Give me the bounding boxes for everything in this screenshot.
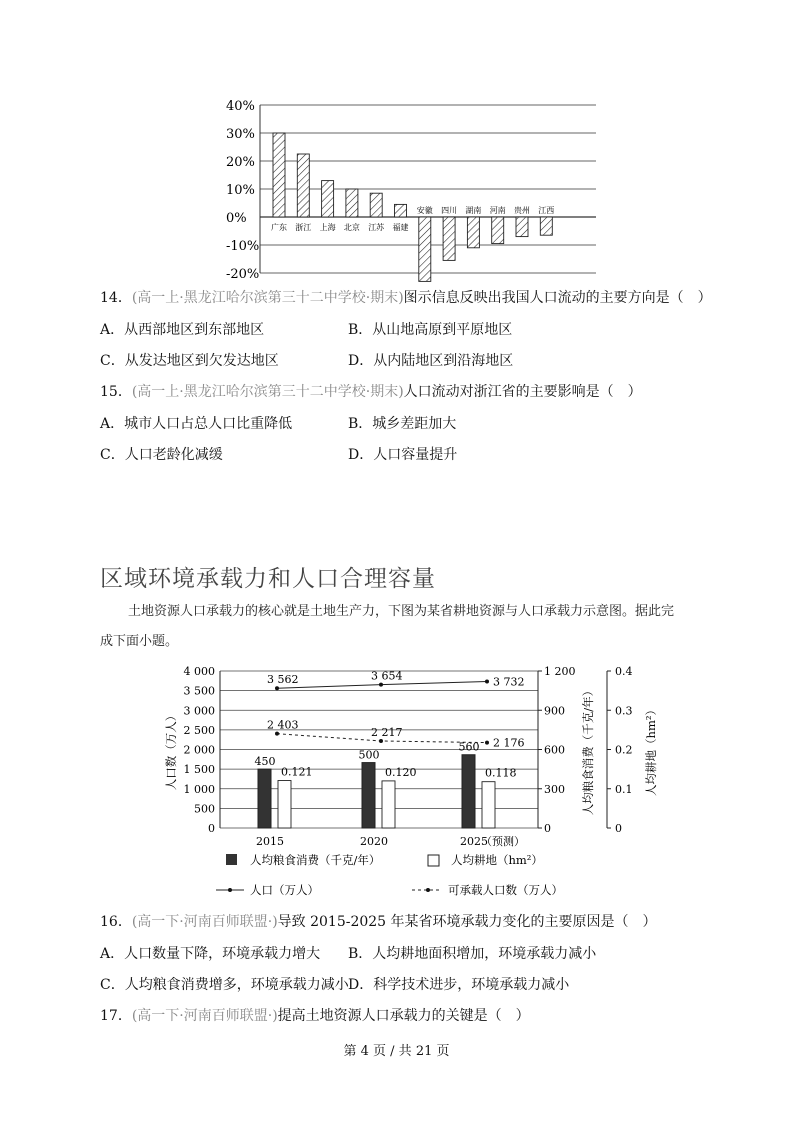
- question-number: 14．: [100, 290, 132, 306]
- bar-贵州: [516, 217, 528, 237]
- pop-axis-title: 人口数（万人）: [164, 709, 178, 791]
- population-flow-chart: [0, 0, 793, 290]
- question-number: 17．: [100, 1008, 132, 1024]
- land-axis-title: 人均耕地（hm²）: [644, 704, 658, 796]
- option-b[interactable]: B．人均耕地面积增加，环境承载力减小: [348, 946, 597, 962]
- grain-tick-label: 1 200: [544, 665, 576, 678]
- legend-pop-marker: [228, 888, 232, 892]
- category-label: 北京: [343, 223, 360, 232]
- question-stem: 导致 2015-2025 年某省环境承载力变化的主要原因是（ ）: [277, 914, 657, 930]
- question-stem: 提高土地资源人口承载力的关键是（ ）: [277, 1008, 530, 1024]
- category-label: 浙江: [295, 223, 312, 232]
- category-label: 贵州: [514, 206, 530, 215]
- question-14: [100, 288, 712, 308]
- grain-bar: [362, 763, 375, 828]
- pop-tick-label: 2 000: [183, 743, 215, 757]
- land-tick-label: 0.4: [615, 665, 633, 678]
- pop-tick-label: 1 000: [183, 782, 215, 796]
- category-label: 上海: [319, 223, 336, 232]
- land-bar-label: 0.121: [281, 765, 313, 779]
- option-a[interactable]: A．城市人口占总人口比重降低: [100, 416, 293, 432]
- y-tick-label: 0%: [226, 211, 247, 226]
- category-label: 湖南: [465, 206, 482, 215]
- question-source: (高一上·黑龙江哈尔滨第三十二中学校·期末): [131, 290, 404, 306]
- bar-四川: [443, 217, 455, 260]
- option-d[interactable]: D．科学技术进步，环境承载力减小: [348, 977, 570, 993]
- question-number: 15．: [100, 384, 132, 400]
- option-c[interactable]: C．人均粮食消费增多，环境承载力减小: [100, 977, 349, 993]
- grain-tick-label: 900: [544, 704, 565, 718]
- grain-bar-label: 450: [254, 755, 276, 769]
- category-label: 江苏: [368, 223, 385, 232]
- y-tick-label: 40%: [226, 99, 255, 114]
- population-label: 3 732: [493, 675, 525, 689]
- option-a[interactable]: A．从西部地区到东部地区: [100, 322, 265, 338]
- population-point: [275, 686, 279, 690]
- pop-tick-label: 1 500: [183, 763, 215, 777]
- grain-bar: [462, 755, 475, 828]
- y-tick-label: -10%: [226, 239, 260, 254]
- capacity-point: [485, 741, 489, 745]
- y-tick-label: 30%: [226, 127, 255, 142]
- land-bar-label: 0.120: [385, 765, 417, 779]
- pop-tick-label: 3 500: [183, 684, 215, 698]
- land-bar: [482, 782, 495, 828]
- option-c[interactable]: C．从发达地区到欠发达地区: [100, 353, 279, 369]
- bar-北京: [346, 189, 358, 217]
- population-point: [379, 683, 383, 687]
- population-point: [485, 680, 489, 684]
- bar-河南: [492, 217, 504, 244]
- section-intro-line1: 土地资源人口承载力的核心就是土地生产力，下图为某省耕地资源与人口承载力示意图。据此完: [128, 604, 675, 619]
- capacity-point: [379, 739, 383, 743]
- legend-capacity-label: 可承载人口数（万人）: [448, 883, 563, 897]
- pop-tick-label: 500: [194, 802, 215, 816]
- question-number: 16．: [100, 914, 132, 930]
- bar-江苏: [370, 193, 382, 217]
- question-source: (高一下·河南百师联盟·): [131, 914, 278, 930]
- legend-grain-swatch: [226, 854, 237, 865]
- category-label: 广东: [271, 223, 287, 232]
- legend-land-swatch: [428, 855, 439, 866]
- section-title: 区域环境承载力和人口合理容量: [100, 566, 436, 592]
- land-bar-label: 0.118: [485, 766, 517, 780]
- legend-capacity-marker: [426, 888, 430, 892]
- category-label: 福建: [392, 223, 409, 232]
- grain-bar-label: 500: [358, 748, 380, 762]
- bar-福建: [395, 204, 407, 217]
- bar-湖南: [467, 217, 479, 248]
- x-tick-label: 2025: [460, 835, 488, 848]
- pop-tick-label: 2 500: [183, 723, 215, 737]
- carrying-capacity-chart: [0, 655, 793, 905]
- population-label: 3 562: [267, 673, 299, 687]
- question-16: [100, 912, 657, 932]
- land-tick-label: 0.2: [615, 743, 633, 757]
- capacity-label: 2 217: [371, 725, 403, 739]
- land-tick-label: 0.1: [615, 782, 633, 796]
- question-17: [100, 1006, 530, 1026]
- legend-grain-label: 人均粮食消费（千克/年）: [250, 853, 381, 867]
- land-tick-label: 0: [615, 822, 622, 835]
- option-d[interactable]: D．人口容量提升: [348, 447, 458, 463]
- question-source: (高一上·黑龙江哈尔滨第三十二中学校·期末): [131, 384, 404, 400]
- pop-tick-label: 3 000: [183, 704, 215, 718]
- option-b[interactable]: B．城乡差距加大: [348, 416, 457, 432]
- question-15: [100, 382, 642, 402]
- grain-axis-title: 人均粮食消费（千克/年）: [581, 684, 595, 816]
- category-label: 河南: [489, 206, 506, 215]
- land-tick-label: 0.3: [615, 704, 633, 718]
- question-stem: 人口流动对浙江省的主要影响是（ ）: [403, 384, 642, 400]
- bar-上海: [322, 181, 334, 217]
- legend-pop-label: 人口（万人）: [250, 883, 319, 897]
- option-d[interactable]: D．从内陆地区到沿海地区: [348, 353, 514, 369]
- question-stem: 图示信息反映出我国人口流动的主要方向是（ ）: [403, 290, 712, 306]
- grain-bar: [258, 769, 271, 828]
- capacity-point: [275, 732, 279, 736]
- y-tick-label: -20%: [226, 267, 260, 282]
- x-tick-label: 2020: [360, 835, 388, 848]
- category-label: 江西: [538, 206, 555, 215]
- bar-安徽: [419, 217, 431, 281]
- option-b[interactable]: B．从山地高原到平原地区: [348, 322, 513, 338]
- category-label: 安徽: [416, 206, 433, 215]
- section-intro-line2: 成下面小题。: [100, 634, 179, 649]
- land-bar: [382, 781, 395, 828]
- y-tick-label: 20%: [226, 155, 255, 170]
- x-tick-label: 2015: [256, 835, 284, 848]
- capacity-label: 2 176: [493, 736, 525, 750]
- legend-land-label: 人均耕地（hm²）: [451, 853, 543, 867]
- option-c[interactable]: C．人口老龄化减缓: [100, 447, 223, 463]
- option-a[interactable]: A．人口数量下降，环境承载力增大: [100, 946, 321, 962]
- grain-tick-label: 600: [544, 743, 565, 757]
- bar-江西: [540, 217, 552, 235]
- population-label: 3 654: [371, 669, 403, 683]
- bar-浙江: [297, 154, 309, 217]
- grain-bar-label: 560: [458, 740, 480, 754]
- pop-tick-label: 4 000: [183, 665, 215, 678]
- grain-tick-label: 0: [544, 822, 551, 835]
- x-tick-suffix: （预测）: [481, 835, 525, 848]
- land-bar: [278, 781, 291, 828]
- page-footer: 第 4 页 / 共 21 页: [343, 1044, 450, 1059]
- bar-广东: [273, 133, 285, 217]
- grain-tick-label: 300: [544, 782, 565, 796]
- category-label: 四川: [441, 206, 458, 215]
- pop-tick-label: 0: [208, 822, 215, 835]
- y-tick-label: 10%: [226, 183, 255, 198]
- capacity-label: 2 403: [267, 718, 299, 732]
- question-source: (高一下·河南百师联盟·): [131, 1008, 278, 1024]
